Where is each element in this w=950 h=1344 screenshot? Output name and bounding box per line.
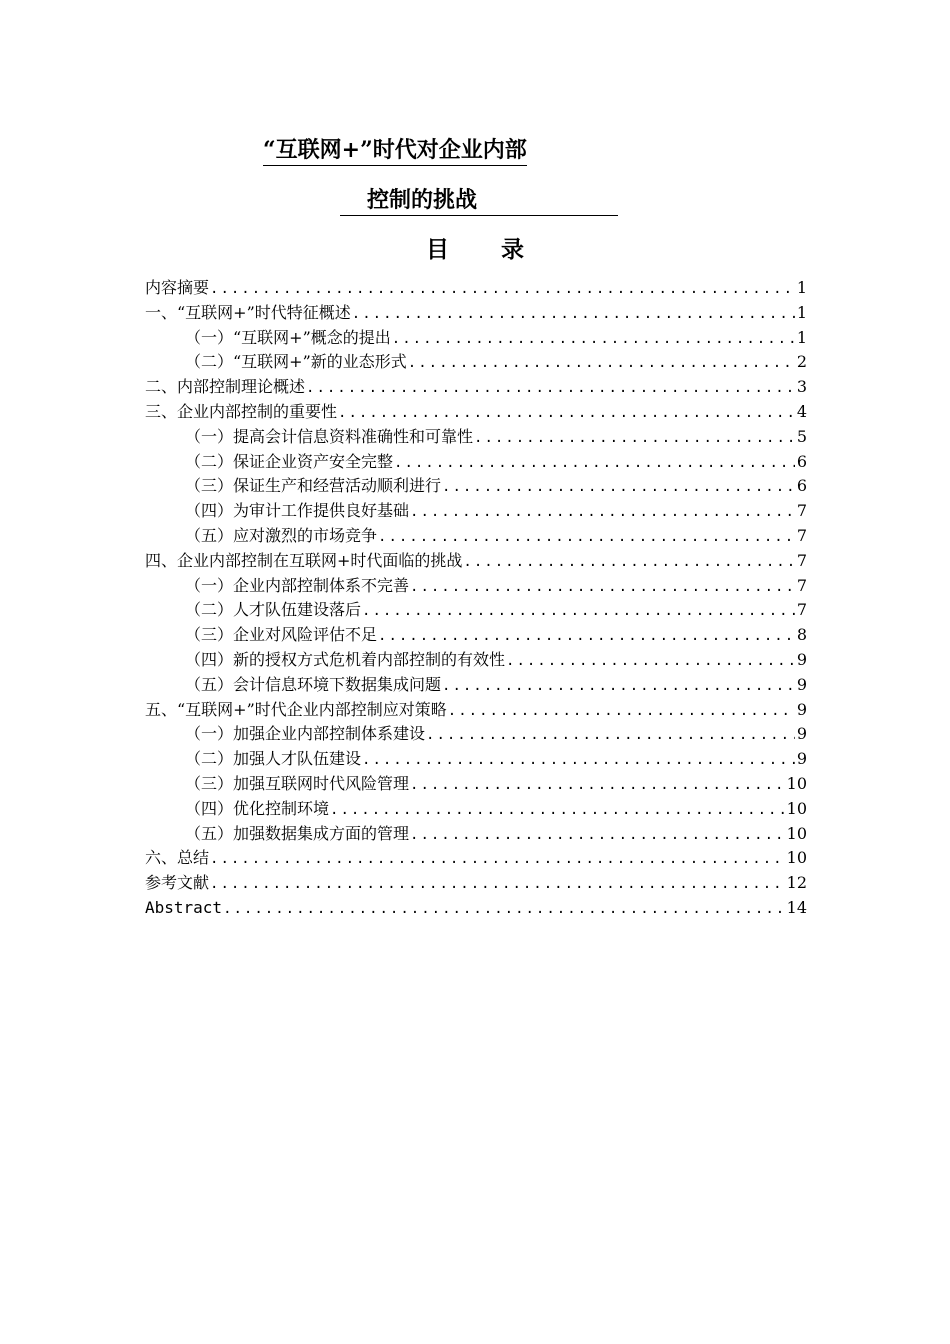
toc-entry-title: （一）提高会计信息资料准确性和可靠性 [185, 426, 474, 446]
toc-dot-leader [330, 798, 785, 823]
toc-entry-page-number: 8 [796, 625, 807, 645]
document-title-line-1: “互联网+”时代对企业内部 [263, 136, 527, 166]
toc-dot-leader [378, 624, 795, 649]
toc-entry-title: （五）会计信息环境下数据集成问题 [185, 674, 442, 694]
toc-entry-title: （一）“互联网+”概念的提出 [185, 327, 391, 347]
toc-entry-title: 一、“互联网+”时代特征概述 [145, 302, 351, 322]
toc-entry[interactable] [145, 450, 807, 475]
toc-entry-title: （二）保证企业资产安全完整 [185, 451, 394, 471]
toc-entry[interactable] [145, 722, 807, 747]
toc-entry-page-number: 6 [796, 451, 807, 471]
toc-entry-page-number: 6 [796, 476, 807, 496]
toc-entry-title: （二）人才队伍建设落后 [185, 600, 362, 620]
toc-dot-leader [392, 327, 795, 352]
toc-entry-title: 三、企业内部控制的重要性 [145, 401, 338, 421]
toc-entry-title: （五）应对激烈的市场竞争 [185, 525, 378, 545]
toc-entry-page-number: 10 [786, 848, 807, 868]
toc-entry[interactable] [145, 673, 807, 698]
toc-entry[interactable] [145, 896, 807, 921]
toc-dot-leader [448, 699, 795, 724]
toc-entry[interactable] [145, 871, 807, 896]
toc-entry-title: （三）企业对风险评估不足 [185, 625, 378, 645]
toc-entry[interactable] [145, 425, 807, 450]
toc-entry-page-number: 10 [786, 773, 807, 793]
toc-entry[interactable] [145, 598, 807, 623]
toc-entry-page-number: 14 [786, 897, 807, 917]
toc-entry-title: （三）保证生产和经营活动顺利进行 [185, 476, 442, 496]
toc-entry-title: （四）优化控制环境 [185, 798, 330, 818]
toc-entry-title: 参考文献 [145, 873, 210, 893]
toc-dot-leader [410, 773, 785, 798]
toc-dot-leader [442, 475, 795, 500]
toc-entry[interactable] [145, 375, 807, 400]
toc-dot-leader [506, 649, 795, 674]
toc-entry[interactable] [145, 772, 807, 797]
toc-entry-title: （四）为审计工作提供良好基础 [185, 501, 410, 521]
toc-entry[interactable] [145, 499, 807, 524]
toc-entry[interactable] [145, 574, 807, 599]
toc-entry-page-number: 1 [796, 302, 807, 322]
toc-dot-leader [408, 351, 795, 376]
toc-dot-leader [394, 451, 795, 476]
toc-entry[interactable] [145, 301, 807, 326]
toc-entry[interactable] [145, 846, 807, 871]
toc-dot-leader [442, 674, 795, 699]
toc-entry-page-number: 5 [796, 426, 807, 446]
toc-entry-title: 内容摘要 [145, 278, 210, 297]
toc-entry[interactable] [145, 276, 807, 301]
toc-entry[interactable] [145, 797, 807, 822]
toc-entry-page-number: 7 [796, 600, 807, 620]
toc-entry[interactable] [145, 549, 807, 574]
toc-dot-leader [210, 847, 785, 872]
toc-entry-page-number: 4 [796, 401, 807, 421]
toc-dot-leader [338, 401, 795, 426]
toc-entry-page-number: 7 [796, 575, 807, 595]
toc-entry-page-number: 7 [796, 501, 807, 521]
toc-entry[interactable] [145, 822, 807, 847]
toc-dot-leader [210, 872, 785, 897]
toc-entry-page-number: 1 [796, 327, 807, 347]
document-title-line-2 [340, 186, 618, 216]
toc-entry[interactable] [145, 623, 807, 648]
toc-entry-title: 二、内部控制理论概述 [145, 377, 306, 397]
toc-entry-title: （一）企业内部控制体系不完善 [185, 575, 410, 595]
toc-dot-leader [474, 426, 795, 451]
toc-dot-leader [362, 748, 795, 773]
toc-entry[interactable] [145, 326, 807, 351]
toc-dot-leader [463, 550, 794, 575]
toc-dot-leader [306, 376, 795, 401]
toc-entry[interactable] [145, 698, 807, 723]
toc-entry-title: 四、企业内部控制在互联网+时代面临的挑战 [145, 550, 463, 570]
toc-entry-page-number: 9 [796, 649, 807, 669]
toc-entry-title: 五、“互联网+”时代企业内部控制应对策略 [145, 699, 447, 719]
toc-entry-title: （二）加强人才队伍建设 [185, 749, 362, 769]
toc-dot-leader [223, 897, 785, 922]
toc-entry-page-number: 9 [796, 699, 807, 719]
toc-dot-leader [210, 277, 795, 302]
toc-entry[interactable] [145, 747, 807, 772]
toc-entry-page-number: 2 [796, 352, 807, 372]
toc-dot-leader [410, 500, 795, 525]
toc-entry-title: （四）新的授权方式危机着内部控制的有效性 [185, 649, 506, 669]
toc-heading: 目 录 [425, 237, 546, 263]
toc-entry-title: （二）“互联网+”新的业态形式 [185, 352, 407, 372]
toc-entry-page-number: 9 [796, 674, 807, 694]
toc-entry-page-number: 9 [796, 749, 807, 769]
toc-entry-page-number: 12 [786, 873, 807, 893]
toc-dot-leader [410, 575, 795, 600]
toc-entry-title: （三）加强互联网时代风险管理 [185, 773, 410, 793]
toc-entry-page-number: 9 [796, 724, 807, 744]
toc-entry-title: （五）加强数据集成方面的管理 [185, 823, 410, 843]
toc-entry[interactable] [145, 350, 807, 375]
toc-entry-title: （一）加强企业内部控制体系建设 [185, 724, 426, 744]
toc-dot-leader [426, 723, 795, 748]
toc-entry-title: 六、总结 [145, 848, 210, 868]
toc-entry[interactable] [145, 648, 807, 673]
toc-entry[interactable] [145, 400, 807, 425]
table-of-contents [145, 276, 807, 921]
toc-entry-page-number: 10 [786, 823, 807, 843]
toc-dot-leader [362, 599, 795, 624]
toc-entry-page-number: 7 [796, 550, 807, 570]
document-title-line-2-text: 控制的挑战 [367, 187, 478, 213]
toc-entry-page-number: 1 [796, 278, 807, 297]
toc-dot-leader [378, 525, 795, 550]
toc-entry-page-number: 10 [786, 798, 807, 818]
toc-dot-leader [410, 823, 785, 848]
toc-entry-title: Abstract [145, 897, 223, 917]
toc-dot-leader [352, 302, 795, 327]
toc-entry[interactable] [145, 524, 807, 549]
toc-entry-page-number: 7 [796, 525, 807, 545]
toc-entry[interactable] [145, 474, 807, 499]
toc-entry-page-number: 3 [796, 377, 807, 397]
